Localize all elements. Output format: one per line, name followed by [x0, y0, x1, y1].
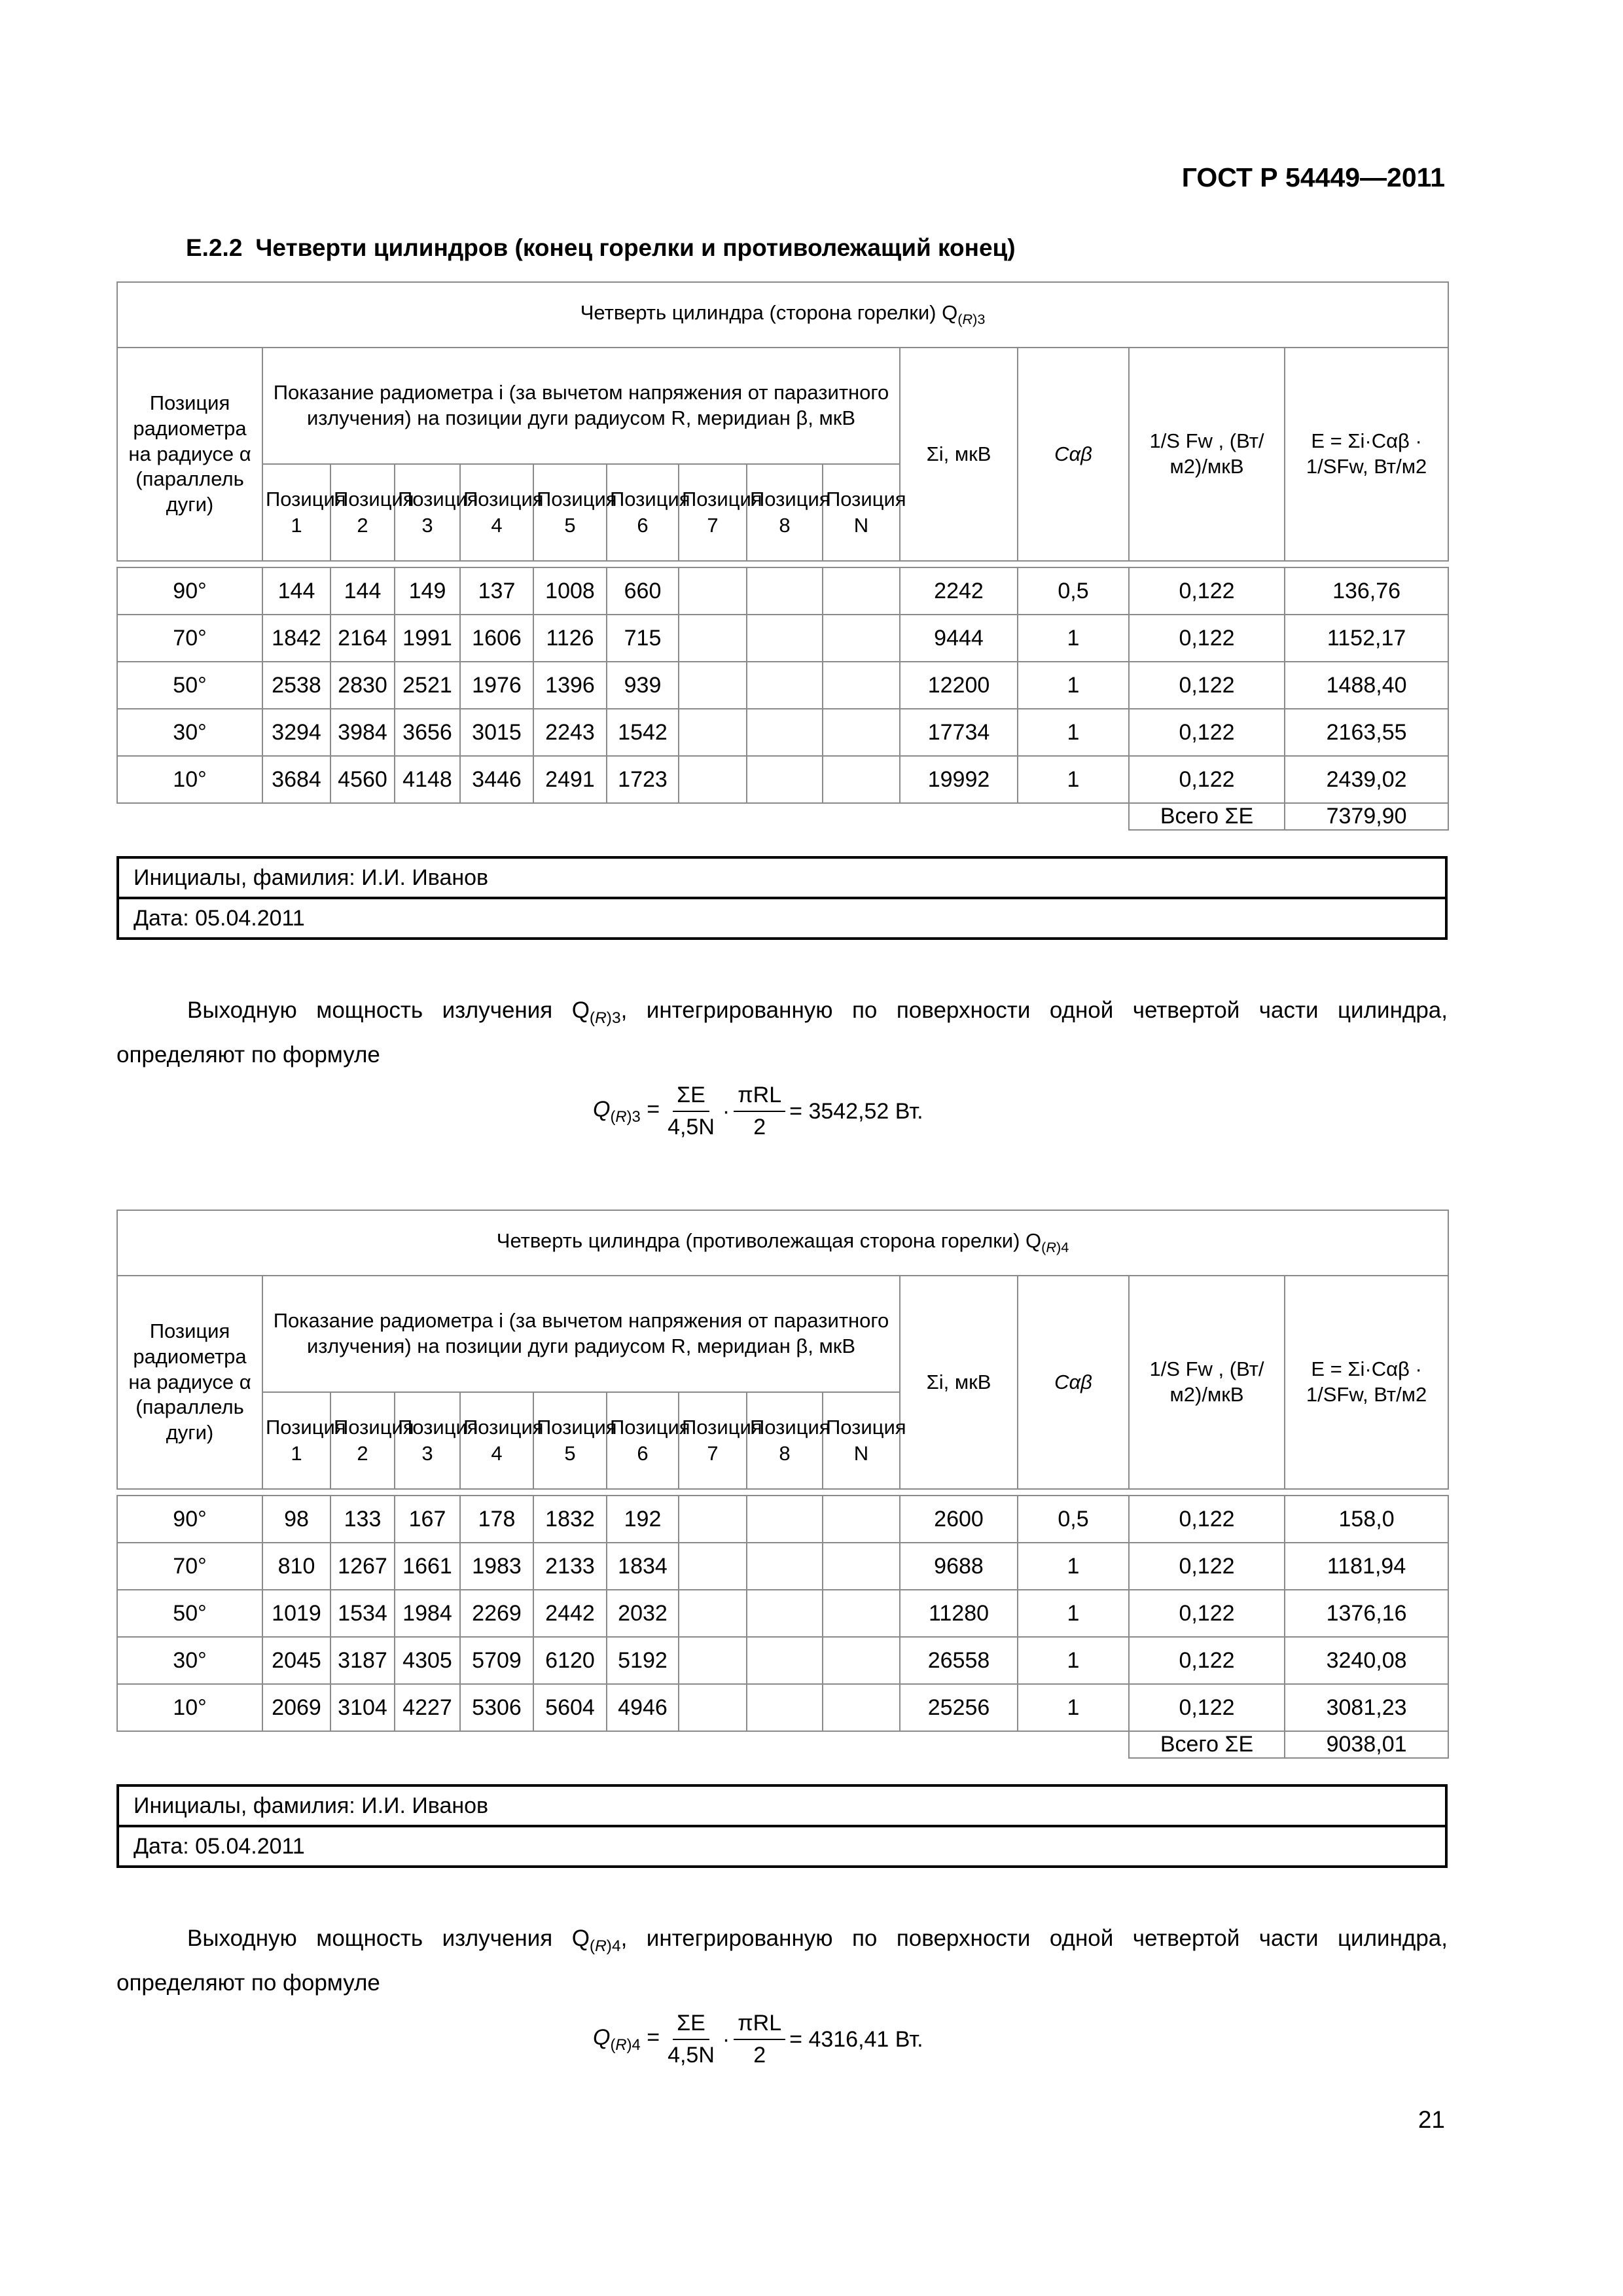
table-row: [117, 1496, 1448, 1543]
position-3-cell: 2521: [395, 662, 460, 709]
position-1-cell: 3684: [262, 756, 330, 803]
position-1-cell: 810: [262, 1543, 330, 1590]
fraction-denominator: 2: [753, 2043, 766, 2068]
angle-cell: 50°: [117, 662, 262, 709]
e-value-cell: 2439,02: [1285, 756, 1448, 803]
inverse-sfw-cell: 0,122: [1129, 1590, 1285, 1637]
c-alpha-beta-cell: 1: [1018, 709, 1129, 756]
table-row: [117, 709, 1448, 756]
position-8-cell: [747, 709, 823, 756]
position-8-cell: [747, 1496, 823, 1543]
e-value-cell: 1152,17: [1285, 615, 1448, 662]
total-label: Всего ΣE: [1129, 1731, 1285, 1758]
formula-lhs: $Q_{(R)3}$ =: [593, 1096, 660, 1126]
position-4-cell: 3015: [460, 709, 533, 756]
position-9-cell: [823, 709, 900, 756]
position-1-cell: 1019: [262, 1590, 330, 1637]
c-alpha-beta-header: Cαβ: [1018, 1276, 1129, 1489]
radiometer-table-2: [116, 1210, 1449, 1759]
position-9-cell: [823, 662, 900, 709]
position-n-header: Позиция N: [823, 1392, 900, 1489]
position-5-cell: 6120: [533, 1637, 607, 1684]
position-7-cell: [679, 1543, 747, 1590]
sum-i-header: Σi, мкВ: [900, 1276, 1018, 1489]
angle-cell: 70°: [117, 1543, 262, 1590]
position-2-cell: 1267: [330, 1543, 395, 1590]
position-7-header: Позиция 7: [679, 1392, 747, 1489]
position-4-cell: 1976: [460, 662, 533, 709]
position-8-header: Позиция 8: [747, 1392, 823, 1489]
sum-i-cell: 9688: [900, 1543, 1018, 1590]
fraction-pi-rl: [734, 1083, 785, 1140]
sum-i-cell: 2242: [900, 567, 1018, 615]
inverse-sfw-cell: 0,122: [1129, 662, 1285, 709]
position-7-cell: [679, 1637, 747, 1684]
fraction-sum-e: [664, 2011, 719, 2068]
position-4-cell: 5709: [460, 1637, 533, 1684]
position-8-cell: [747, 1590, 823, 1637]
reading-header: Показание радиометра i (за вычетом напряжения от паразитного излучения) на позиции дуги радиусом R, меридиан β, мкВ: [262, 348, 900, 464]
angle-cell: 90°: [117, 1496, 262, 1543]
position-5-cell: 2243: [533, 709, 607, 756]
position-3-cell: 1984: [395, 1590, 460, 1637]
c-alpha-beta-cell: 1: [1018, 1543, 1129, 1590]
position-1-cell: 2069: [262, 1684, 330, 1731]
position-2-cell: 3984: [330, 709, 395, 756]
e-value-header: E = Σi·Cαβ · 1/SFw, Вт/м2: [1285, 348, 1448, 561]
power-formula-1: $Q_{(R)3}$ = $\frac{\Sigma E}{4,5N}$ · $\frac{\text{πRL}}{2}$ = 3542,52 Вт.: [593, 1083, 923, 1139]
position-6-cell: 715: [607, 615, 679, 662]
position-header: Позиция радиометра на радиусе α (параллель дуги): [117, 348, 262, 561]
sum-i-cell: 2600: [900, 1496, 1018, 1543]
position-9-cell: [823, 1590, 900, 1637]
position-8-cell: [747, 1637, 823, 1684]
e-value-cell: 136,76: [1285, 567, 1448, 615]
position-1-cell: 3294: [262, 709, 330, 756]
c-alpha-beta-cell: 0,5: [1018, 1496, 1129, 1543]
e-value-cell: 1376,16: [1285, 1590, 1448, 1637]
fraction-denominator: 4,5N: [668, 1115, 715, 1139]
position-4-cell: 178: [460, 1496, 533, 1543]
c-alpha-beta-cell: 0,5: [1018, 567, 1129, 615]
position-5-cell: 2491: [533, 756, 607, 803]
position-7-cell: [679, 1684, 747, 1731]
position-9-cell: [823, 567, 900, 615]
angle-cell: 50°: [117, 1590, 262, 1637]
table-row: [117, 1684, 1448, 1731]
position-6-cell: 2032: [607, 1590, 679, 1637]
position-6-header: Позиция 6: [607, 464, 679, 561]
position-4-cell: 137: [460, 567, 533, 615]
c-alpha-beta-cell: 1: [1018, 662, 1129, 709]
position-4-header: Позиция 4: [460, 464, 533, 561]
table-row: [117, 615, 1448, 662]
position-5-cell: 1396: [533, 662, 607, 709]
inverse-sfw-cell: 0,122: [1129, 615, 1285, 662]
position-7-cell: [679, 756, 747, 803]
position-3-cell: 1991: [395, 615, 460, 662]
position-4-cell: 5306: [460, 1684, 533, 1731]
position-7-cell: [679, 709, 747, 756]
position-8-cell: [747, 756, 823, 803]
fraction-denominator: 4,5N: [668, 2043, 715, 2068]
inverse-sfw-cell: 0,122: [1129, 709, 1285, 756]
position-2-cell: 2830: [330, 662, 395, 709]
date-field: Дата: 05.04.2011: [118, 898, 1446, 939]
table-caption: Четверть цилиндра (противолежащая сторона горелки) $Q_{(R)4}$: [117, 1210, 1448, 1276]
fraction-numerator: ΣE: [673, 2011, 709, 2040]
e-value-cell: 2163,55: [1285, 709, 1448, 756]
position-4-header: Позиция 4: [460, 1392, 533, 1489]
header-separator: [117, 561, 1448, 567]
e-value-cell: 1488,40: [1285, 662, 1448, 709]
e-value-cell: 1181,94: [1285, 1543, 1448, 1590]
inverse-sfw-cell: 0,122: [1129, 1543, 1285, 1590]
position-4-cell: 3446: [460, 756, 533, 803]
radiometer-table-1: [116, 281, 1449, 831]
table-caption: Четверть цилиндра (сторона горелки) $Q_{(R)3}$: [117, 282, 1448, 348]
position-1-header: Позиция 1: [262, 464, 330, 561]
position-2-cell: 1534: [330, 1590, 395, 1637]
table-row: [117, 1590, 1448, 1637]
c-alpha-beta-cell: 1: [1018, 615, 1129, 662]
formula-result: = 4316,41 Вт.: [789, 2026, 923, 2052]
e-value-cell: 158,0: [1285, 1496, 1448, 1543]
formula-result: = 3542,52 Вт.: [789, 1098, 923, 1124]
total-spacer: [117, 1731, 1129, 1758]
position-8-cell: [747, 567, 823, 615]
fraction-denominator: 2: [753, 1115, 766, 1139]
date-field: Дата: 05.04.2011: [118, 1826, 1446, 1867]
angle-cell: 10°: [117, 1684, 262, 1731]
position-1-header: Позиция 1: [262, 1392, 330, 1489]
sum-i-cell: 17734: [900, 709, 1018, 756]
table-row: [117, 1637, 1448, 1684]
angle-cell: 90°: [117, 567, 262, 615]
signature-block-1: [116, 856, 1448, 940]
total-spacer: [117, 803, 1129, 830]
position-3-cell: 4227: [395, 1684, 460, 1731]
position-1-cell: 2538: [262, 662, 330, 709]
initials-field: Инициалы, фамилия: И.И. Иванов: [118, 857, 1446, 898]
position-1-cell: 144: [262, 567, 330, 615]
document-code: ГОСТ Р 54449—2011: [1181, 162, 1445, 192]
position-2-cell: 3104: [330, 1684, 395, 1731]
c-alpha-beta-cell: 1: [1018, 1590, 1129, 1637]
position-6-cell: 1542: [607, 709, 679, 756]
position-8-cell: [747, 615, 823, 662]
angle-cell: 30°: [117, 709, 262, 756]
fraction-numerator: πRL: [734, 1083, 785, 1112]
position-3-cell: 1661: [395, 1543, 460, 1590]
fraction-numerator: ΣE: [673, 1083, 709, 1112]
e-value-cell: 3081,23: [1285, 1684, 1448, 1731]
position-5-cell: 2133: [533, 1543, 607, 1590]
inverse-sfw-header: 1/S Fw , (Вт/м2)/мкВ: [1129, 1276, 1285, 1489]
position-4-cell: 2269: [460, 1590, 533, 1637]
inverse-sfw-cell: 0,122: [1129, 1496, 1285, 1543]
position-2-header: Позиция 2: [330, 1392, 395, 1489]
position-5-header: Позиция 5: [533, 1392, 607, 1489]
fraction-sum-e: [664, 1083, 719, 1140]
position-9-cell: [823, 1684, 900, 1731]
c-alpha-beta-cell: 1: [1018, 1637, 1129, 1684]
position-8-cell: [747, 662, 823, 709]
position-2-header: Позиция 2: [330, 464, 395, 561]
position-6-header: Позиция 6: [607, 1392, 679, 1489]
position-2-cell: 4560: [330, 756, 395, 803]
position-9-cell: [823, 1496, 900, 1543]
position-7-cell: [679, 1590, 747, 1637]
initials-field: Инициалы, фамилия: И.И. Иванов: [118, 1785, 1446, 1826]
position-6-cell: 660: [607, 567, 679, 615]
position-5-header: Позиция 5: [533, 464, 607, 561]
position-3-header: Позиция 3: [395, 1392, 460, 1489]
position-8-header: Позиция 8: [747, 464, 823, 561]
position-1-cell: 98: [262, 1496, 330, 1543]
position-n-header: Позиция N: [823, 464, 900, 561]
position-9-cell: [823, 756, 900, 803]
position-7-cell: [679, 662, 747, 709]
position-6-cell: 1834: [607, 1543, 679, 1590]
position-6-cell: 4946: [607, 1684, 679, 1731]
section-title-text: Четверти цилиндров (конец горелки и противолежащий конец): [255, 234, 1016, 261]
position-2-cell: 133: [330, 1496, 395, 1543]
position-5-cell: 1832: [533, 1496, 607, 1543]
power-paragraph-2: Выходную мощность излучения $Q_{(R)4}$, интегрированную по поверхности одной четвертой части цилиндра, определяют по формуле: [116, 1926, 1448, 1996]
position-1-cell: 1842: [262, 615, 330, 662]
sum-i-cell: 19992: [900, 756, 1018, 803]
table-row: [117, 1543, 1448, 1590]
position-5-cell: 1126: [533, 615, 607, 662]
sum-i-cell: 11280: [900, 1590, 1018, 1637]
sum-i-cell: 9444: [900, 615, 1018, 662]
angle-cell: 10°: [117, 756, 262, 803]
total-value: 9038,01: [1285, 1731, 1448, 1758]
e-value-header: E = Σi·Cαβ · 1/SFw, Вт/м2: [1285, 1276, 1448, 1489]
power-paragraph-1: Выходную мощность излучения $Q_{(R)3}$, интегрированную по поверхности одной четвертой части цилиндра, определяют по формуле: [116, 997, 1448, 1067]
position-2-cell: 2164: [330, 615, 395, 662]
position-2-cell: 144: [330, 567, 395, 615]
position-7-cell: [679, 1496, 747, 1543]
inverse-sfw-cell: 0,122: [1129, 1684, 1285, 1731]
position-5-cell: 2442: [533, 1590, 607, 1637]
fraction-numerator: πRL: [734, 2011, 785, 2040]
position-header: Позиция радиометра на радиусе α (параллель дуги): [117, 1276, 262, 1489]
position-8-cell: [747, 1543, 823, 1590]
position-7-cell: [679, 615, 747, 662]
section-number: Е.2.2: [186, 234, 243, 261]
sum-i-cell: 12200: [900, 662, 1018, 709]
table-row: [117, 567, 1448, 615]
angle-cell: 30°: [117, 1637, 262, 1684]
fraction-pi-rl: [734, 2011, 785, 2068]
table-row: [117, 756, 1448, 803]
c-alpha-beta-cell: 1: [1018, 1684, 1129, 1731]
c-alpha-beta-cell: 1: [1018, 756, 1129, 803]
position-4-cell: 1606: [460, 615, 533, 662]
position-3-header: Позиция 3: [395, 464, 460, 561]
position-9-cell: [823, 615, 900, 662]
table-row: [117, 662, 1448, 709]
inverse-sfw-cell: 0,122: [1129, 567, 1285, 615]
position-3-cell: 4305: [395, 1637, 460, 1684]
section-title: [186, 234, 1016, 262]
c-alpha-beta-header: Cαβ: [1018, 348, 1129, 561]
signature-block-2: [116, 1784, 1448, 1868]
header-separator: [117, 1489, 1448, 1496]
position-7-header: Позиция 7: [679, 464, 747, 561]
e-value-cell: 3240,08: [1285, 1637, 1448, 1684]
position-6-cell: 192: [607, 1496, 679, 1543]
sum-i-cell: 26558: [900, 1637, 1018, 1684]
position-9-cell: [823, 1637, 900, 1684]
sum-i-cell: 25256: [900, 1684, 1018, 1731]
position-6-cell: 939: [607, 662, 679, 709]
inverse-sfw-header: 1/S Fw , (Вт/м2)/мкВ: [1129, 348, 1285, 561]
position-8-cell: [747, 1684, 823, 1731]
inverse-sfw-cell: 0,122: [1129, 1637, 1285, 1684]
position-9-cell: [823, 1543, 900, 1590]
page-number: 21: [1418, 2106, 1445, 2133]
position-2-cell: 3187: [330, 1637, 395, 1684]
position-4-cell: 1983: [460, 1543, 533, 1590]
power-formula-2: $Q_{(R)4}$ = $\frac{\Sigma E}{4,5N}$ · $\frac{\text{πRL}}{2}$ = 4316,41 Вт.: [593, 2011, 923, 2068]
inverse-sfw-cell: 0,122: [1129, 756, 1285, 803]
position-7-cell: [679, 567, 747, 615]
position-3-cell: 167: [395, 1496, 460, 1543]
position-3-cell: 4148: [395, 756, 460, 803]
position-3-cell: 149: [395, 567, 460, 615]
position-5-cell: 5604: [533, 1684, 607, 1731]
formula-lhs: $Q_{(R)4}$ =: [593, 2024, 660, 2054]
angle-cell: 70°: [117, 615, 262, 662]
position-1-cell: 2045: [262, 1637, 330, 1684]
position-3-cell: 3656: [395, 709, 460, 756]
position-6-cell: 1723: [607, 756, 679, 803]
reading-header: Показание радиометра i (за вычетом напряжения от паразитного излучения) на позиции дуги радиусом R, меридиан β, мкВ: [262, 1276, 900, 1392]
position-6-cell: 5192: [607, 1637, 679, 1684]
sum-i-header: Σi, мкВ: [900, 348, 1018, 561]
position-5-cell: 1008: [533, 567, 607, 615]
total-label: Всего ΣE: [1129, 803, 1285, 830]
total-value: 7379,90: [1285, 803, 1448, 830]
